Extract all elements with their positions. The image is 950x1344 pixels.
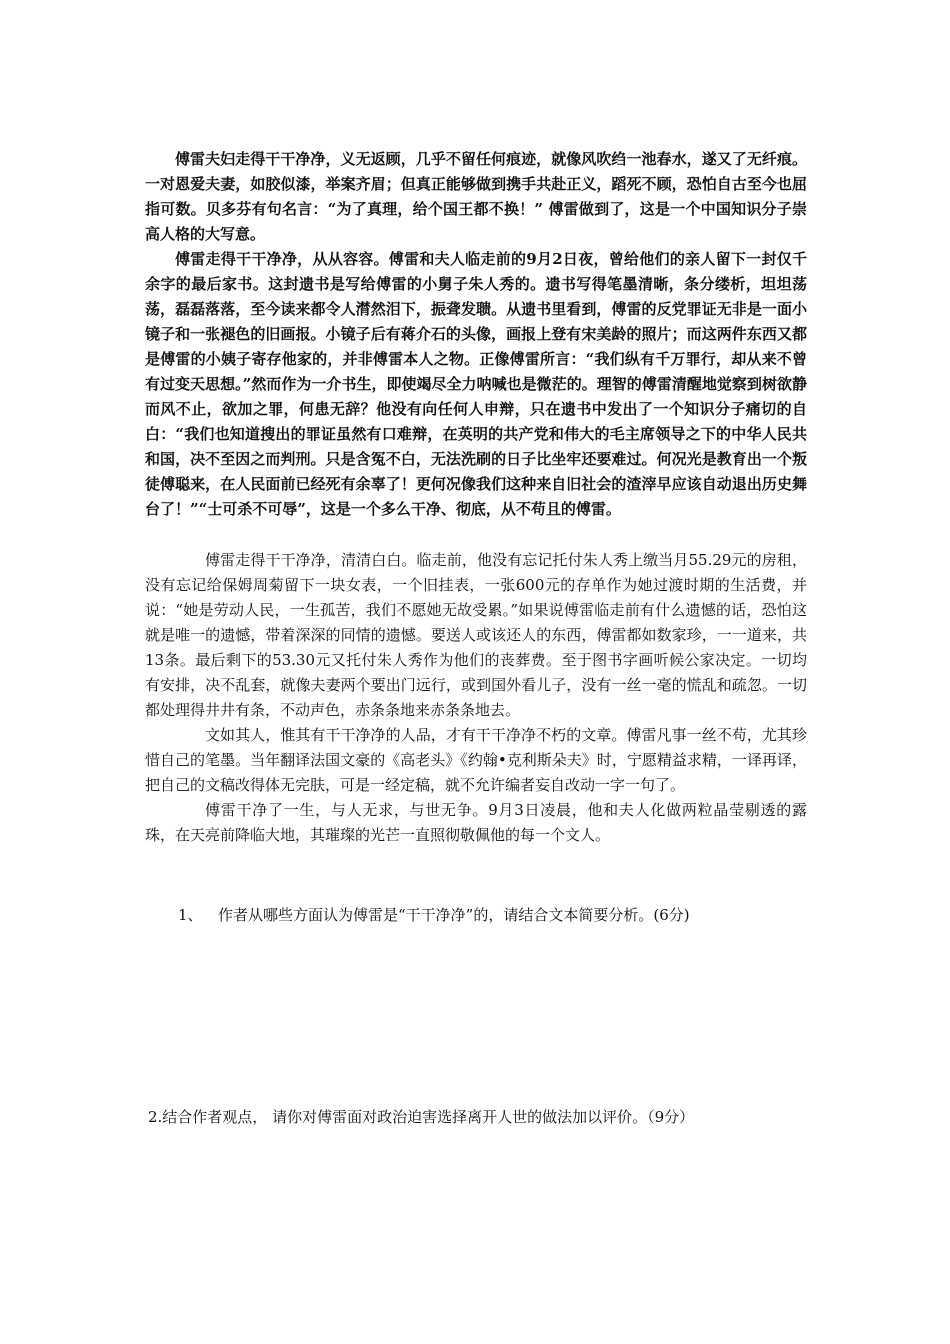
article-paragraph-3: 傅雷走得干干净净，清清白白。临走前，他没有忘记托付朱人秀上缴当月55.29元的房租，没有忘记给保姆周菊留下一块女表，一个旧挂表，一张600元的存单作为她过渡时期的生活费，并说：“她是劳动人民，一生孤苦，我们不愿她无故受累。”如果说傅雷临走前有什么遗憾的话，恐怕这就是唯一的遗憾，带着深深的同情的遗憾。要送人或该还人的东西，傅雷都如数家珍，一一道来，共13条。最后剩下的53.30元又托付朱人秀作为他们的丧葬费。至于图书字画听候公家决定。一切均有安排，决不乱套，就像夫妻两个要出门远行，或到国外看儿子，没有一丝一毫的慌乱和疏忽。一切都处理得井井有条，不动声色，赤条条地来赤条条地去。 <box>145 551 807 719</box>
question-1 <box>178 903 690 928</box>
article-paragraph-5: 傅雷干净了一生，与人无求，与世无争。9月3日凌晨，他和夫人化做两粒晶莹剔透的露珠，在天亮前降临大地，其璀璨的光芒一直照彻敬佩他的每一个文人。 <box>145 801 807 844</box>
article-paragraph-4: 文如其人，惟其有干干净净的人品，才有干干净净不朽的文章。傅雷凡事一丝不苟，尤其珍惜自己的笔墨。当年翻译法国文豪的《高老头》《约翰•克利斯朵夫》时，宁愿精益求精，一译再译，把自己的文稿改得体无完肤，可是一经定稿，就不允许编者妄自改动一字一句了。 <box>145 726 807 794</box>
question-1-text: 作者从哪些方面认为傅雷是“干干净净”的，请结合文本简要分析。(6分) <box>218 906 690 924</box>
article-paragraph-1: 傅雷夫妇走得干干净净，义无返顾，几乎不留任何痕迹，就像风吹绉一池春水，遂又了无纤痕。一对恩爱夫妻，如胶似漆，举案齐眉；但真正能够做到携手共赴正义，蹈死不顾，恐怕自古至今也屈指可数。贝多芬有句名言：“为了真理，给个国王都不换！” 傅雷做到了，这是一个中国知识分子崇高人格的大写意。 <box>145 150 807 243</box>
article-regular-section <box>145 548 807 848</box>
article-paragraph-2: 傅雷走得干干净净，从从容容。傅雷和夫人临走前的9月2日夜，曾给他们的亲人留下一封仅千余字的最后家书。这封遗书是写给傅雷的小舅子朱人秀的。遗书写得笔墨清晰，条分缕析，坦坦荡荡，磊磊落落，至今读来都令人潸然泪下，振聋发聩。从遗书里看到，傅雷的反党罪证无非是一面小镜子和一张褪色的旧画报。小镜子后有蒋介石的头像，画报上登有宋美龄的照片；而这两件东西又都是傅雷的小姨子寄存他家的，并非傅雷本人之物。正像傅雷所言：“我们纵有千万罪行，却从来不曾有过变天思想。”然而作为一介书生，即使竭尽全力呐喊也是微茫的。理智的傅雷清醒地觉察到树欲静而风不止，欲加之罪，何患无辞？他没有向任何人申辩，只在遗书中发出了一个知识分子痛切的自白：“我们也知道搜出的罪证虽然有口难辩，在英明的共产党和伟大的毛主席领导之下的中华人民共和国，决不至因之而判刑。只是含冤不白，无法洗刷的日子比坐牢还要难过。何况光是教育出一个叛徒傅聪来，在人民面前已经死有余辜了！更何况像我们这种来自旧社会的渣滓早应该自动退出历史舞台了！”“士可杀不可辱”，这是一个多么干净、彻底，从不苟且的傅雷。 <box>145 250 807 518</box>
question-1-number: 1、 <box>178 906 203 924</box>
question-2 <box>148 1105 694 1130</box>
question-2-text: 2.结合作者观点， 请你对傅雷面对政治迫害选择离开人世的做法加以评价。（9分） <box>148 1108 695 1126</box>
article-bold-section <box>145 147 807 522</box>
